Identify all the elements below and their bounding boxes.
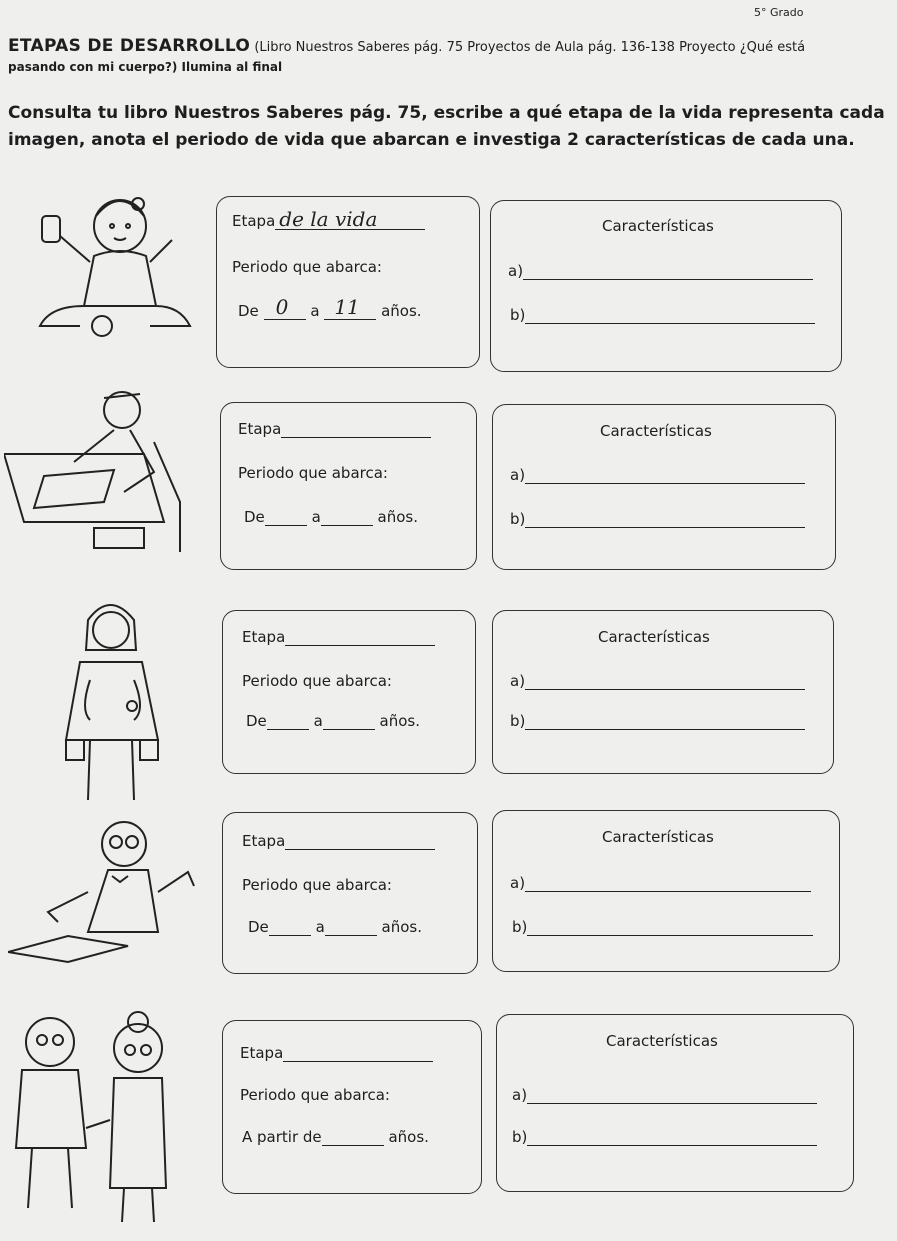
stage3-item-b-field[interactable] (525, 715, 805, 730)
stage1-etapa-row: Etapa de la vida (232, 212, 425, 230)
stage5-from-field[interactable] (322, 1131, 384, 1146)
stage2-char-title: Características (600, 422, 712, 440)
doctor-illustration (50, 590, 180, 802)
stage1-periodo-label: Periodo que abarca: (232, 258, 382, 276)
stage5-item-b-field[interactable] (527, 1131, 817, 1146)
grade-label: 5° Grado (754, 6, 804, 19)
stage4-char-title: Características (602, 828, 714, 846)
stage5-periodo-label: Periodo que abarca: (240, 1086, 390, 1104)
title-line2: pasando con mi cuerpo?) Ilumina al final (8, 60, 283, 74)
stage1-item-b: b) (510, 306, 815, 324)
stage4-item-a: a) (510, 874, 811, 892)
stage3-to-field[interactable] (323, 715, 375, 730)
man-with-glasses-illustration (8, 812, 214, 966)
stage1-from-field[interactable] (264, 295, 306, 320)
stage1-item-a: a) (508, 262, 813, 280)
stage2-etapa-row: Etapa (238, 420, 431, 438)
stage2-item-a: a) (510, 466, 805, 484)
stage5-desde-row: A partir de años. (242, 1128, 429, 1146)
stage2-de-row: De a años. (244, 508, 419, 526)
stage3-char-title: Características (598, 628, 710, 646)
stage1-from-answer: 0 (275, 295, 289, 319)
stage1-item-a-field[interactable] (523, 265, 813, 280)
page-title (8, 38, 888, 56)
stage5-char-title: Características (606, 1032, 718, 1050)
stage1-char-title: Características (602, 217, 714, 235)
stage5-item-a-field[interactable] (527, 1089, 817, 1104)
title-rest: (Libro Nuestros Saberes pág. 75 Proyectos de Aula pág. 136-138 Proyecto ¿Qué está (254, 40, 806, 55)
stage3-from-field[interactable] (267, 715, 309, 730)
stage3-item-a: a) (510, 672, 805, 690)
stage5-item-a: a) (512, 1086, 817, 1104)
stage3-periodo-label: Periodo que abarca: (242, 672, 392, 690)
stage4-etapa-field[interactable] (285, 835, 435, 850)
stage5-etapa-row: Etapa (240, 1044, 433, 1062)
stage2-item-b: b) (510, 510, 805, 528)
stage3-de-row: De a años. (246, 712, 421, 730)
stage4-etapa-row: Etapa (242, 832, 435, 850)
stage1-item-b-field[interactable] (525, 309, 815, 324)
stage3-etapa-row: Etapa (242, 628, 435, 646)
stage5-item-b: b) (512, 1128, 817, 1146)
stage4-item-b: b) (512, 918, 813, 936)
stage5-etapa-field[interactable] (283, 1047, 433, 1062)
stage1-de-row: De 0 a 11 años. (238, 295, 422, 320)
stage2-etapa-field[interactable] (281, 423, 431, 438)
stage4-item-b-field[interactable] (527, 921, 813, 936)
stage2-periodo-label: Periodo que abarca: (238, 464, 388, 482)
stage3-item-a-field[interactable] (525, 675, 805, 690)
stage2-from-field[interactable] (265, 511, 307, 526)
stage4-from-field[interactable] (269, 921, 311, 936)
stage3-etapa-field[interactable] (285, 631, 435, 646)
stage4-to-field[interactable] (325, 921, 377, 936)
title-bold: ETAPAS DE DESARROLLO (8, 36, 251, 56)
stage4-item-a-field[interactable] (525, 877, 811, 892)
stage2-item-b-field[interactable] (525, 513, 805, 528)
elderly-couple-illustration (2, 1008, 216, 1226)
stage1-to-field[interactable] (324, 295, 376, 320)
stage2-to-field[interactable] (321, 511, 373, 526)
stage2-item-a-field[interactable] (525, 469, 805, 484)
student-writing-illustration (4, 382, 210, 566)
stage4-periodo-label: Periodo que abarca: (242, 876, 392, 894)
instructions: Consulta tu libro Nuestros Saberes pág. 75, escribe a qué etapa de la vida representa cada imagen, anota el periodo de vida que abarcan e investiga 2 características de cada una. (8, 103, 885, 150)
stage1-etapa-answer: de la vida (279, 207, 378, 231)
stage3-item-b: b) (510, 712, 805, 730)
stage1-to-answer: 11 (334, 295, 360, 319)
stage4-de-row: De a años. (248, 918, 423, 936)
baby-sitting-illustration (20, 186, 210, 346)
